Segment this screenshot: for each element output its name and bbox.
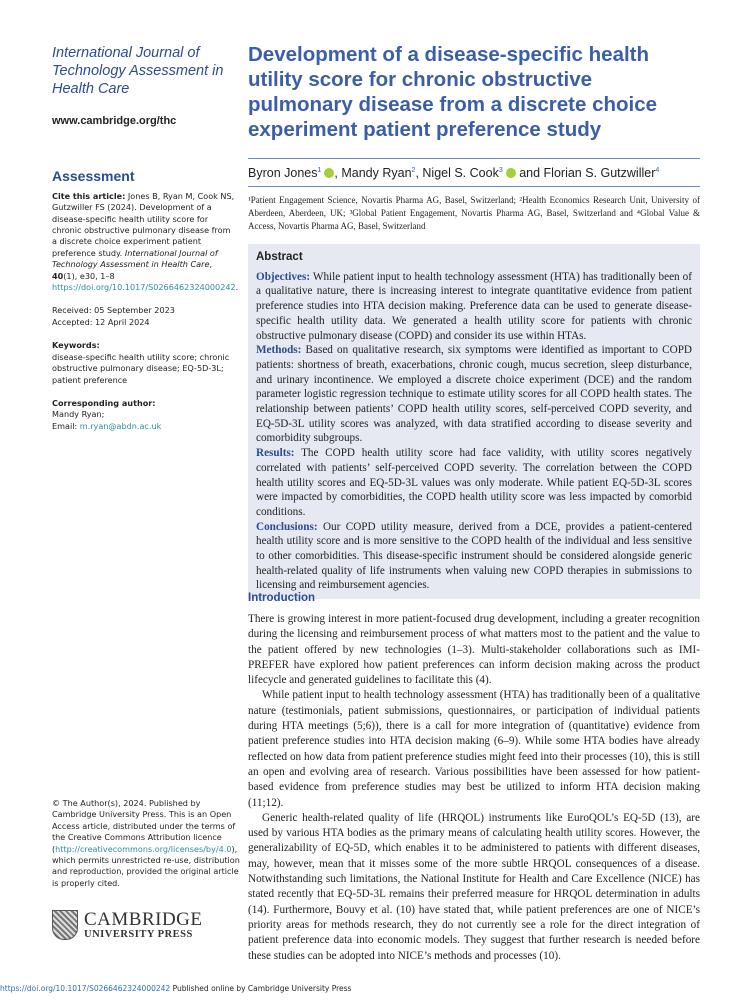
email-link[interactable]: m.ryan@abdn.ac.uk	[79, 420, 162, 431]
author-separator: ,	[334, 166, 342, 180]
paragraph: There is growing interest in more patient-focused drug development, including a greater recognition during the licensing and reimbursement process of what matters most to the patient and the value to the patient offered by new technologies (1–3). Multi-stakeholder collaborations such as IMI-PREFER have explored how patient preferences can inform decision making across the product lifecycle and generated guidelines to facilitate this (4).	[248, 613, 700, 687]
license-link[interactable]: http://creativecommons.org/licenses/by/4.0	[55, 843, 232, 854]
footer-text: Published online by Cambridge University Press	[172, 984, 352, 993]
abstract-text: While patient input to health technology assessment (HTA) has traditionally been of a qualitative nature, there is increasing interest to integrate quantitative evidence from patient preference studies into HTA decision making. Preference data can be used to generate disease-specific health utility data. We generated a health utility score for patients with chronic obstructive pulmonary disease (COPD) and consider its use within HTAs.	[256, 270, 692, 342]
accepted-date: Accepted: 12 April 2024	[52, 316, 150, 327]
divider	[248, 158, 700, 159]
abstract-heading: Abstract	[256, 251, 303, 263]
affiliations: ¹Patient Engagement Science, Novartis Pharma AG, Basel, Switzerland; ²Health Economics Research Unit, University of Aberdeen, Aberdeen, UK; ³Global Patient Engagement, Novartis Pharma AG, Basel, Switzerland and ⁴Global Value & Access, Novartis Pharma AG, Basel, Switzerland	[248, 195, 700, 231]
keywords-text: disease-specific health utility score; chronic obstructive pulmonary disease; EQ-5D-3L; patient preference	[52, 351, 230, 385]
abstract-label: Methods:	[256, 344, 302, 357]
cite-doi-link[interactable]: https://doi.org/10.1017/S0266462324000242	[52, 282, 236, 293]
abstract-text: The COPD health utility score had face validity, with utility scores negatively correlated with patients’ self-perceived COPD severity. The correlation between the COPD health utility scores and EQ-5D-3L values was only moderate. While patient EQ-5D-3L scores were impacted by comorbidities, the COPD health utility score was less impacted by comorbid conditions.	[256, 447, 692, 518]
section-heading-introduction: Introduction	[248, 592, 316, 604]
journal-name: International Journal of Technology Assessment in Health Care	[52, 45, 224, 97]
paragraph: While patient input to health technology assessment (HTA) has traditionally been of a qualitative nature (testimonials, patient submissions, questionnaires, or participation of individual patients during HTA meetings (5;6)), there is a call for more integration of (quantitative) evidence from patient preference studies into HTA decision making (6–9). While some HTA bodies have already reflected on how data from patient preference studies might feed into their processes (10), this is still an open and evolving area of research. Various possibilities have been assessed for how patient-based evidence from preference studies may best be utilized to inform HTA decision making (11;12).	[248, 689, 700, 809]
license-text: © The Author(s), 2024. Published by Cambridge University Press. This is an Open Access article, distributed under the terms of the Creative Commons Attribution licence (	[52, 798, 236, 854]
keywords	[52, 340, 238, 386]
abstract-text: Our COPD utility measure, derived from a DCE, provides a patient-centered health utility score and is more sensitive to the COPD health of the individual and less sensitive to other comorbidities. This disease-specific instrument should be considered alongside generic health-related quality of life instruments when valuing new COPD therapies in submissions to licensing and reimbursement agencies.	[256, 520, 693, 592]
affiliation-marker: 4	[655, 166, 660, 174]
paragraph: Generic health-related quality of life (HRQOL) instruments like EuroQOL’s EQ-5D (13), are used by various HTA bodies as the primary means of calculating health utility scores. However, the generalizability of EQ-5D, which enables it to be administered to patients with different diseases, may, however, mean that it misses some of the more subtle HRQOL consequences of a disease. Notwithstanding such limitations, the National Institute for Health and Care Excellence (NICE) has stated recently that EQ-5D-3L remains their preferred measure for HRQOL determination in adults (14). Furthermore, Bouvy et al. (10) have stated that, while patient preferences are one of NICE’s priority areas for methods research, they do not currently see a role for the direct integration of patient preference data into economic models. They suggest that further research is needed before these studies can be adopted into NICE’s methods and processes (10).	[248, 811, 700, 962]
logo-line-1: CAMBRIDGE	[84, 909, 203, 930]
cambridge-logo	[52, 910, 203, 940]
keywords-label: Keywords:	[52, 340, 100, 351]
affiliation-marker: 2	[411, 166, 416, 174]
author-name: Mandy Ryan	[341, 166, 412, 180]
corresponding-author	[52, 398, 238, 432]
license-text-2: ), which permits unrestricted re-use, distribution and reproduction, provided the original article is properly cited.	[52, 843, 240, 888]
author-name: Byron Jones	[248, 166, 318, 180]
divider	[248, 186, 700, 187]
abstract-section	[256, 270, 692, 344]
cite-volume: 40	[52, 270, 64, 281]
email-label: Email:	[52, 420, 78, 431]
affiliation-marker: 1	[317, 166, 322, 174]
received-date: Received: 05 September 2023	[52, 305, 175, 316]
article-title: Development of a disease-specific health utility score for chronic obstructive pulmonary disease from a discrete choice experiment patient preference study	[248, 43, 658, 141]
abstract-text: Based on qualitative research, six symptoms were identified as important to COPD patients: shortness of breath, exacerbations, chronic cough, mucus secretion, sleep disturbance, and urinary incontinence. We employed a discrete choice experiment (DCE) and the random parameter logistic regression technique to estimate utility scores for all COPD health states. The relationship between patients’ COPD health utility scores, self-perceived COPD severity, and EQ-5D-3L utility scores was analyzed, with data stratified according to disease severity and comorbidity subgroups.	[256, 344, 692, 445]
author-list	[248, 166, 700, 180]
logo-line-2: UNIVERSITY PRESS	[84, 929, 193, 940]
dates	[52, 305, 238, 328]
orcid-icon[interactable]	[324, 168, 334, 178]
abstract-section	[256, 343, 692, 446]
crest-icon	[52, 910, 78, 940]
corresponding-name: Mandy Ryan;	[52, 409, 105, 420]
journal-website[interactable]: www.cambridge.org/thc	[52, 115, 177, 127]
introduction-body	[248, 612, 700, 964]
article-type: Assessment	[52, 168, 135, 185]
author-separator: and	[515, 166, 544, 180]
author-separator: ,	[415, 166, 423, 180]
abstract-section	[256, 446, 692, 520]
cite-label: Cite this article:	[52, 190, 126, 201]
corresponding-label: Corresponding author:	[52, 397, 156, 408]
abstract-box	[248, 244, 700, 599]
affiliation-marker: 3	[498, 166, 503, 174]
main-column	[248, 42, 700, 599]
author-name: Nigel S. Cook	[422, 166, 499, 180]
page-footer	[0, 984, 351, 993]
footer-doi-link[interactable]: https://doi.org/10.1017/S0266462324000242	[0, 984, 171, 993]
cite-text: Jones B, Ryan M, Cook NS, Gutzwiller FS (2024). Development of a disease-specific health utility score for chronic obstructive pulmonary disease from a discrete choice experiment patient preference study.	[52, 190, 235, 258]
author-name: Florian S. Gutzwiller	[543, 166, 656, 180]
abstract-label: Objectives:	[256, 270, 311, 283]
cite-rest: (1), e30, 1–8	[63, 270, 115, 281]
cite-journal: International Journal of Technology Assessment in Health Care	[52, 247, 218, 270]
sidebar	[52, 44, 238, 432]
license-statement	[52, 798, 240, 889]
abstract-section	[256, 520, 692, 594]
abstract-label: Conclusions:	[256, 520, 318, 533]
citation: Cite this article: Jones B, Ryan M, Cook NS, Gutzwiller FS (2024). Development of a disease-specific health utility score for chronic obstructive pulmonary disease from a discrete choice experiment patient preference study. International Journal of Technology Assessment in Health Care, 40(1), e30, 1–8 https://doi.org/10.1017/S0266462324000242.	[52, 190, 239, 293]
abstract-label: Results:	[256, 447, 295, 460]
orcid-icon[interactable]	[506, 168, 516, 178]
